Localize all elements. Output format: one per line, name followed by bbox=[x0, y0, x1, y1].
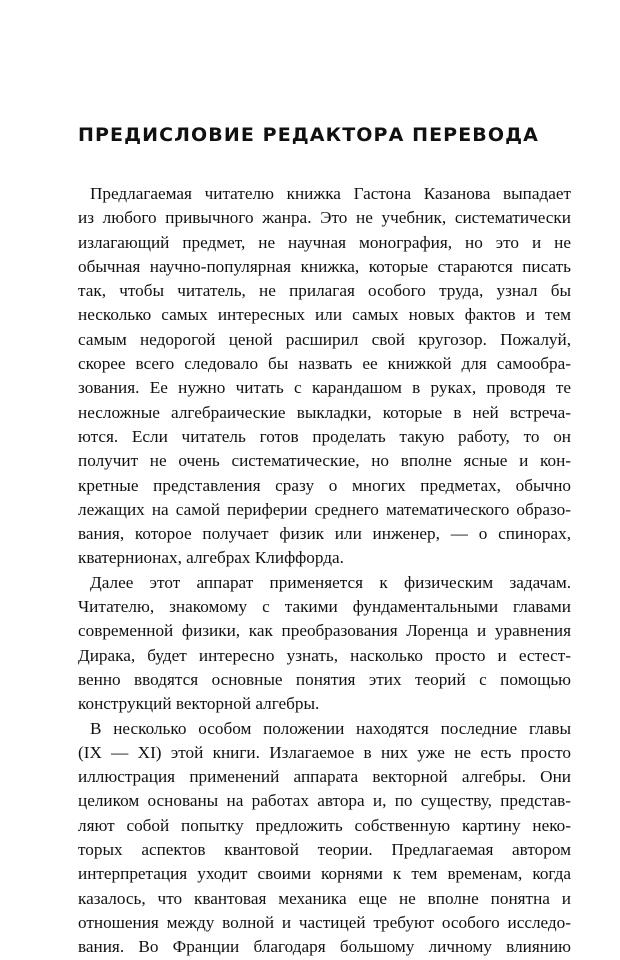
paragraph-1-line: так, чтобы читатель, не прилагая особого труда, узнал бы bbox=[78, 281, 571, 301]
paragraph-3-line: В несколько особом положении находятся последние главы bbox=[90, 718, 571, 738]
paragraph-1-line: несколько самых интересных или самых новых фактов и тем bbox=[78, 305, 571, 325]
paragraph-2-line: современной физики, как преобразования Лоренца и уравнения bbox=[78, 621, 571, 641]
paragraph-1-line: кретные представления сразу о многих предметах, обычно bbox=[78, 475, 571, 495]
paragraph-1-line: несложные алгебраические выкладки, которые в ней встреча- bbox=[78, 402, 571, 422]
paragraph-2-line: Дирака, будет интересно узнать, насколько просто и естест- bbox=[78, 645, 571, 665]
paragraph-1-line: скорее всего следовало бы назвать ее книжкой для самообра- bbox=[78, 354, 571, 374]
paragraph-1-line: Предлагаемая читателю книжка Гастона Казанова выпадает bbox=[90, 184, 571, 203]
paragraph-1-line: зования. Ее нужно читать с карандашом в руках, проводя те bbox=[78, 378, 571, 398]
paragraph-3-line: отношения между волной и частицей требуют особого исследо- bbox=[78, 912, 571, 932]
paragraph-3-line: (IX — XI) этой книги. Излагаемое в них уже не есть просто bbox=[78, 742, 571, 762]
paragraph-3-line: вания. Во Франции благодаря большому личному влиянию bbox=[78, 937, 571, 957]
paragraph-3-line: целиком основаны на работах автора и, по существу, представ- bbox=[78, 791, 571, 811]
paragraph-2-line: конструкций векторной алгебры. bbox=[78, 694, 320, 714]
paragraph-3-line: ляют собой попытку предложить собственную картину неко- bbox=[78, 815, 571, 835]
paragraph-2-line: Читателю, знакомому с такими фундаментальными главами bbox=[78, 597, 571, 617]
paragraph-3-line: торых аспектов квантовой теории. Предлагаемая автором bbox=[78, 840, 571, 860]
paragraph-2-line: венно вводятся основные понятия этих теорий с помощью bbox=[78, 669, 571, 689]
paragraph-1-line: вания, которое получает физик или инженер, — о спинорах, bbox=[78, 524, 571, 544]
page-title: ПРЕДИСЛОВИЕ РЕДАКТОРА ПЕРЕВОДА bbox=[78, 124, 539, 146]
paragraph-1-line: из любого привычного жанра. Это не учебник, систематически bbox=[78, 208, 571, 228]
body-text bbox=[78, 182, 571, 960]
paragraph-1-line: самым недорогой ценой расширил свой кругозор. Пожалуй, bbox=[78, 329, 571, 349]
paragraph-1-line: кватернионах, алгебрах Клиффорда. bbox=[78, 548, 344, 568]
paragraph-3-line: казалось, что квантовая механика еще не вполне понятна и bbox=[78, 888, 571, 908]
paragraph-1-line: лежащих на самой периферии среднего математического образо- bbox=[78, 499, 571, 519]
paragraph-3-line: интерпретация уходит своими корнями к тем временам, когда bbox=[78, 864, 571, 884]
paragraph-1-line: получит не очень систематические, но вполне ясные и кон- bbox=[78, 451, 571, 471]
paragraph-2-line: Далее этот аппарат применяется к физическим задачам. bbox=[90, 572, 571, 592]
paragraph-3-line: иллюстрация применений аппарата векторной алгебры. Они bbox=[78, 767, 571, 787]
paragraph-1-line: обычная научно-популярная книжка, которые стараются писать bbox=[78, 256, 571, 276]
paragraph-1-line: ются. Если читатель готов проделать такую работу, то он bbox=[78, 426, 571, 446]
paragraph-1-line: излагающий предмет, не научная монография, но это и не bbox=[78, 232, 571, 252]
